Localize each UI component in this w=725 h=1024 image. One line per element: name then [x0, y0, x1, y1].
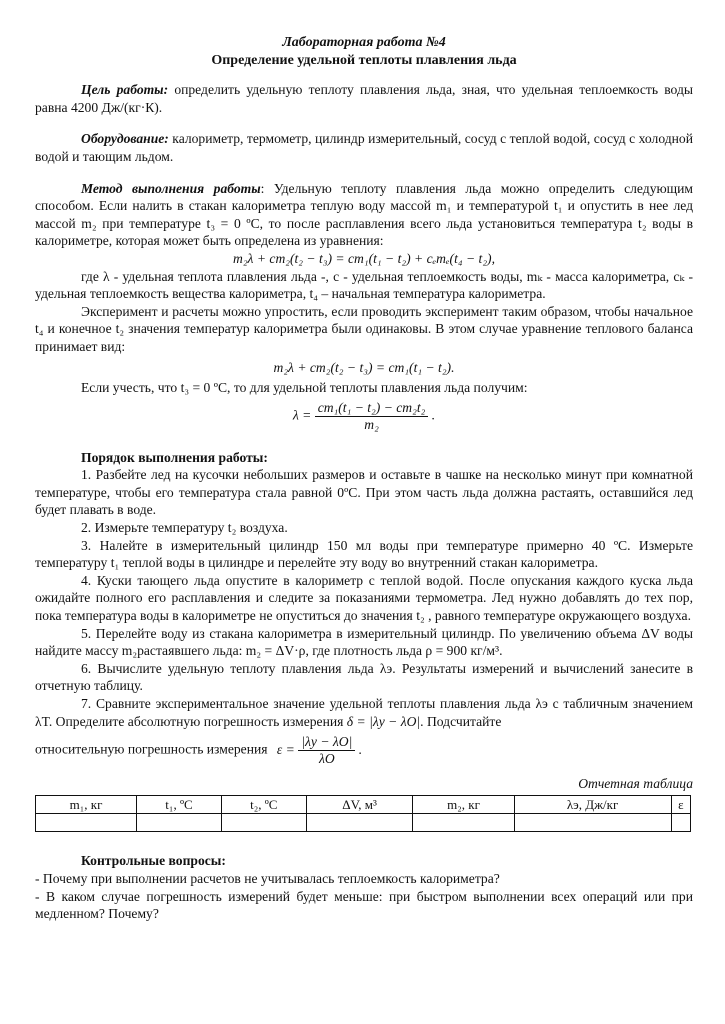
variables-paragraph: где λ - удельная теплота плавления льда -, c - удельная теплоемкость воды, mₖ - масса калориметра, cₖ - удельная теплоемкость вещества калориметра, t₄ – начальная температура калориметра.: [35, 268, 693, 302]
table-cell: [671, 814, 690, 832]
col-m2: m₂, кг: [413, 795, 514, 814]
questions-heading: Контрольные вопросы:: [81, 853, 226, 869]
lab-title: Лабораторная работа №4: [282, 35, 446, 50]
procedure-step-3: 3. Налейте в измерительный цилиндр 150 мл воды при температуре примерно 40 ºС. Измерьте температуру t₁ теплой воды в цилиндре и перелейте эту воду во внутренний стакан калориметра.: [35, 537, 693, 571]
eps-numerator: |λу − λO|: [298, 734, 355, 751]
step7-text: 7. Сравните экспериментальное значение удельной теплоты плавления льда λэ с табличным значением λT. Определите абсолютную погрешность измерения: [35, 696, 693, 729]
procedure-step-6: 6. Вычислите удельную теплоту плавления льда λэ. Результаты измерений и вычислений занесите в отчетную таблицу.: [35, 660, 693, 694]
col-eps: ε: [671, 795, 690, 814]
col-t1: t₁, ºС: [137, 795, 222, 814]
t3-paragraph: Если учесть, что t₃ = 0 ºС, то для удельной теплоты плавления льда получим:: [81, 380, 528, 396]
eps-fraction: [298, 734, 355, 767]
procedure-step-4: 4. Куски тающего льда опустите в калориметр с теплой водой. После опускания каждого куска льда ожидайте полного его расплавления и следите за показаниями термометра. Лед нужно добавлять до тех пор, пока температура воды в калориметре не опуститься до значения t₂ , равного температуре окружающего воздуха.: [35, 572, 693, 624]
equipment-text: калориметр, термометр, цилиндр измерительный, сосуд с теплой водой, сосуд с холодной водой и тающим льдом.: [35, 131, 693, 164]
col-lambda: λэ, Дж/кг: [514, 795, 671, 814]
goal-paragraph: [35, 81, 693, 116]
lab-subtitle: Определение удельной теплоты плавления льда: [211, 52, 517, 68]
goal-label: Цель работы:: [81, 82, 169, 98]
report-table: [35, 795, 691, 833]
table-cell: [137, 814, 222, 832]
heat-balance-equation: m₂λ + cm₂(t₂ − t₃) = cm₁(t₁ − t₂) + cₑmₑ(t₄ − t₂),: [233, 250, 495, 266]
col-t2: t₂, ºС: [221, 795, 306, 814]
table-cell: [221, 814, 306, 832]
table-cell: [514, 814, 671, 832]
col-dv: ΔV, м³: [306, 795, 413, 814]
lambda-formula-end: .: [431, 407, 436, 423]
lambda-formula-left: λ =: [292, 407, 312, 423]
simplification-paragraph: Эксперимент и расчеты можно упростить, если проводить эксперимент таким образом, чтобы начальное t₄ и конечное t₂ значения температур калориметра были одинаковы. В этом случае уравнение теплового баланса принимает вид:: [35, 303, 693, 354]
method-text: : Удельную теплоту плавления льда можно определить следующим способом. Если налить в стакан калориметра теплую воду массой m₁ и температурой t₁ и опустить в нее лед массой m₂ при температуре t₃ = 0 ºС, то после расплавления всего льда установиться температура t₂ воды в калориметре, которая может быть определена из уравнения:: [35, 180, 693, 249]
equipment-label: Оборудование:: [81, 131, 169, 147]
table-cell: [306, 814, 413, 832]
document-page: [35, 28, 693, 923]
procedure-step-2: 2. Измерьте температуру t₂ воздуха.: [81, 520, 288, 536]
procedure-step-7: [35, 695, 693, 730]
procedure-step-5: 5. Перелейте воду из стакана калориметра в измерительный цилиндр. По увеличению объема ΔV воды найдите массу m₂растаявшего льда: m₂ = ΔV·ρ, где плотность льда ρ = 900 кг/м³.: [35, 625, 693, 659]
table-row: [36, 814, 691, 832]
absolute-error-formula: δ = |λу − λO|: [346, 713, 421, 729]
procedure-heading: Порядок выполнения работы:: [81, 449, 268, 465]
relative-error-text: относительную погрешность измерения: [35, 741, 268, 757]
method-paragraph: [35, 180, 693, 250]
goal-text: определить удельную теплоту плавления льда, зная, что удельная теплоемкость воды равна 4200 Дж/(кг·К).: [35, 82, 693, 115]
lambda-numerator: cm₁(t₁ − t₂) − cm₂t₂: [315, 400, 429, 417]
table-cell: [36, 814, 137, 832]
procedure-step-1: 1. Разбейте лед на кусочки небольших размеров и оставьте в чашке на несколько минут при комнатной температуре, чтобы его температура стала равной 0ºС. При этом часть льда должна растаять, оставшийся лед будет плавать в воде.: [35, 467, 693, 518]
table-header-row: [36, 795, 691, 814]
lambda-fraction: [315, 400, 429, 433]
col-m1: m₁, кг: [36, 795, 137, 814]
table-cell: [413, 814, 514, 832]
step7-tail: . Подсчитайте: [420, 713, 502, 729]
simplified-equation: m₂λ + cm₂(t₂ − t₃) = cm₁(t₁ − t₂).: [273, 359, 455, 375]
lambda-formula: [35, 400, 693, 433]
question-2: - В каком случае погрешность измерений будет меньше: при быстром выполнении всех операций или при медленном? Почему?: [35, 888, 693, 922]
eps-left: ε =: [276, 741, 295, 757]
eps-denominator: λO: [318, 751, 335, 767]
equipment-paragraph: [35, 130, 693, 165]
table-caption: Отчетная таблица: [578, 776, 693, 792]
lambda-denominator: m₂: [364, 416, 379, 432]
method-label: Метод выполнения работы: [81, 180, 261, 196]
question-1: - Почему при выполнении расчетов не учитывалась теплоемкость калориметра?: [35, 870, 500, 886]
eps-end: .: [358, 741, 363, 757]
relative-error-line: [35, 734, 693, 767]
